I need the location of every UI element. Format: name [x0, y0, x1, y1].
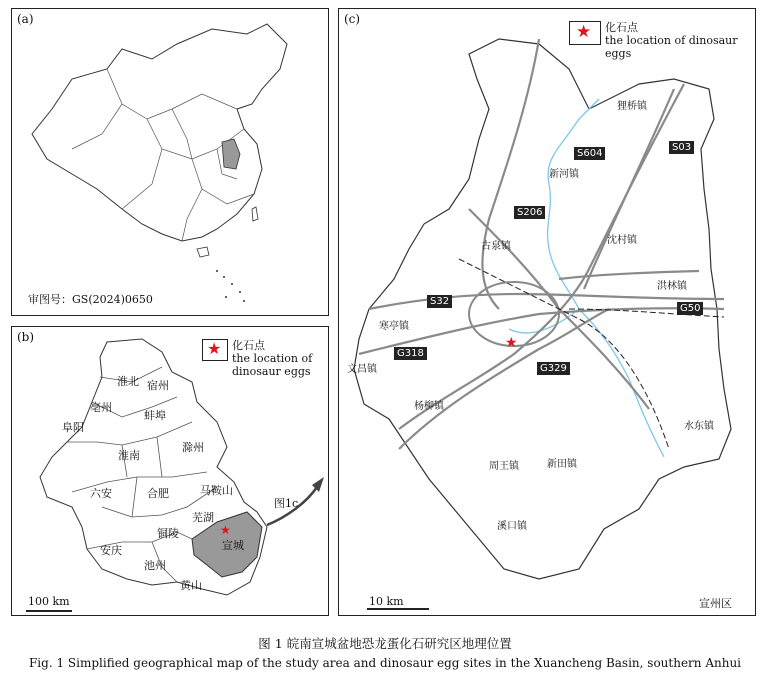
region-chuzhou: 滁州 [182, 441, 204, 454]
legend-c-cn: 化石点 [605, 21, 638, 34]
town-yangliu: 杨柳镇 [414, 401, 444, 412]
region-huainan: 淮南 [118, 449, 140, 462]
region-xuancheng: 宣城 [222, 539, 244, 552]
region-tongling: 铜陵 [157, 527, 179, 540]
region-wuhu: 芜湖 [192, 511, 214, 524]
region-suzhou: 宿州 [147, 379, 169, 392]
region-fuyang: 阜阳 [62, 421, 84, 434]
region-huaibei: 淮北 [117, 375, 139, 388]
road-s604: S604 [574, 147, 605, 160]
panel-c-label: (c) [344, 12, 361, 26]
town-shuidong: 水东镇 [684, 421, 714, 432]
legend-star-icon: ★ [207, 339, 222, 358]
region-maanshan: 马鞍山 [200, 484, 233, 497]
legend-b-en1: the location of [232, 352, 313, 365]
south-sea-islands [216, 270, 245, 302]
region-bengbu: 蚌埠 [144, 409, 166, 422]
region-chizhou: 池州 [144, 559, 166, 572]
town-xintian: 新田镇 [547, 459, 577, 470]
town-xinhe: 新河镇 [549, 169, 579, 180]
town-zhouwang: 周王镇 [489, 461, 519, 472]
caption-en: Fig. 1 Simplified geographical map of the study area and dinosaur egg sites in the Xuancheng Basin, southern Anhui [28, 656, 742, 670]
road-s206: S206 [514, 206, 545, 219]
legend-c [605, 21, 755, 60]
town-hanting: 寒亭镇 [379, 321, 409, 332]
legend-star-box [202, 339, 228, 361]
panel-b-anhui-map [11, 326, 329, 616]
town-shencun: 沈村镇 [607, 235, 637, 246]
town-guquan: 古泉镇 [481, 241, 511, 252]
map-approval-number: 审图号：GS(2024)0650 [28, 293, 153, 306]
caption-cn: 图 1 皖南宣城盆地恐龙蛋化石研究区地理位置 [258, 636, 512, 651]
panel-a-china-map [11, 8, 329, 316]
fossil-site-star-c: ★ [505, 335, 518, 351]
legend-star-icon-c: ★ [576, 22, 592, 42]
district-label: 宣州区 [699, 597, 732, 610]
legend-b [232, 339, 312, 378]
scale-label-c: 10 km [369, 595, 404, 608]
road-g50: G50 [677, 302, 703, 315]
region-luan: 六安 [90, 487, 112, 500]
legend-b-cn: 化石点 [232, 339, 265, 352]
town-wenchang: 文昌镇 [347, 364, 377, 375]
china-map-svg [12, 9, 330, 317]
hainan-island [197, 247, 209, 257]
pointer-label: 图1c [274, 497, 299, 510]
taiwan-island [252, 207, 258, 221]
panel-b-label: (b) [17, 330, 35, 344]
legend-b-en2: dinosaur eggs [232, 365, 311, 378]
scale-label-b: 100 km [28, 595, 70, 608]
china-outline [32, 24, 287, 241]
legend-c-en: the location of dinosaur eggs [605, 34, 738, 60]
town-liqiao: 狸桥镇 [617, 101, 647, 112]
road-g329: G329 [537, 362, 570, 375]
road-s03: S03 [669, 141, 694, 154]
region-bozhou: 亳州 [90, 401, 112, 414]
road-s32: S32 [427, 295, 452, 308]
region-hefei: 合肥 [147, 487, 169, 500]
region-anqing: 安庆 [100, 544, 122, 557]
panel-c-xuancheng-basin [338, 8, 756, 616]
fossil-site-star-b: ★ [220, 523, 231, 537]
panel-a-label: (a) [17, 12, 34, 26]
region-huangshan: 黄山 [180, 579, 202, 592]
legend-star-box-c [569, 21, 601, 45]
town-honglin: 洪林镇 [657, 281, 687, 292]
road-g318: G318 [394, 347, 427, 360]
town-xikou: 溪口镇 [497, 521, 527, 532]
